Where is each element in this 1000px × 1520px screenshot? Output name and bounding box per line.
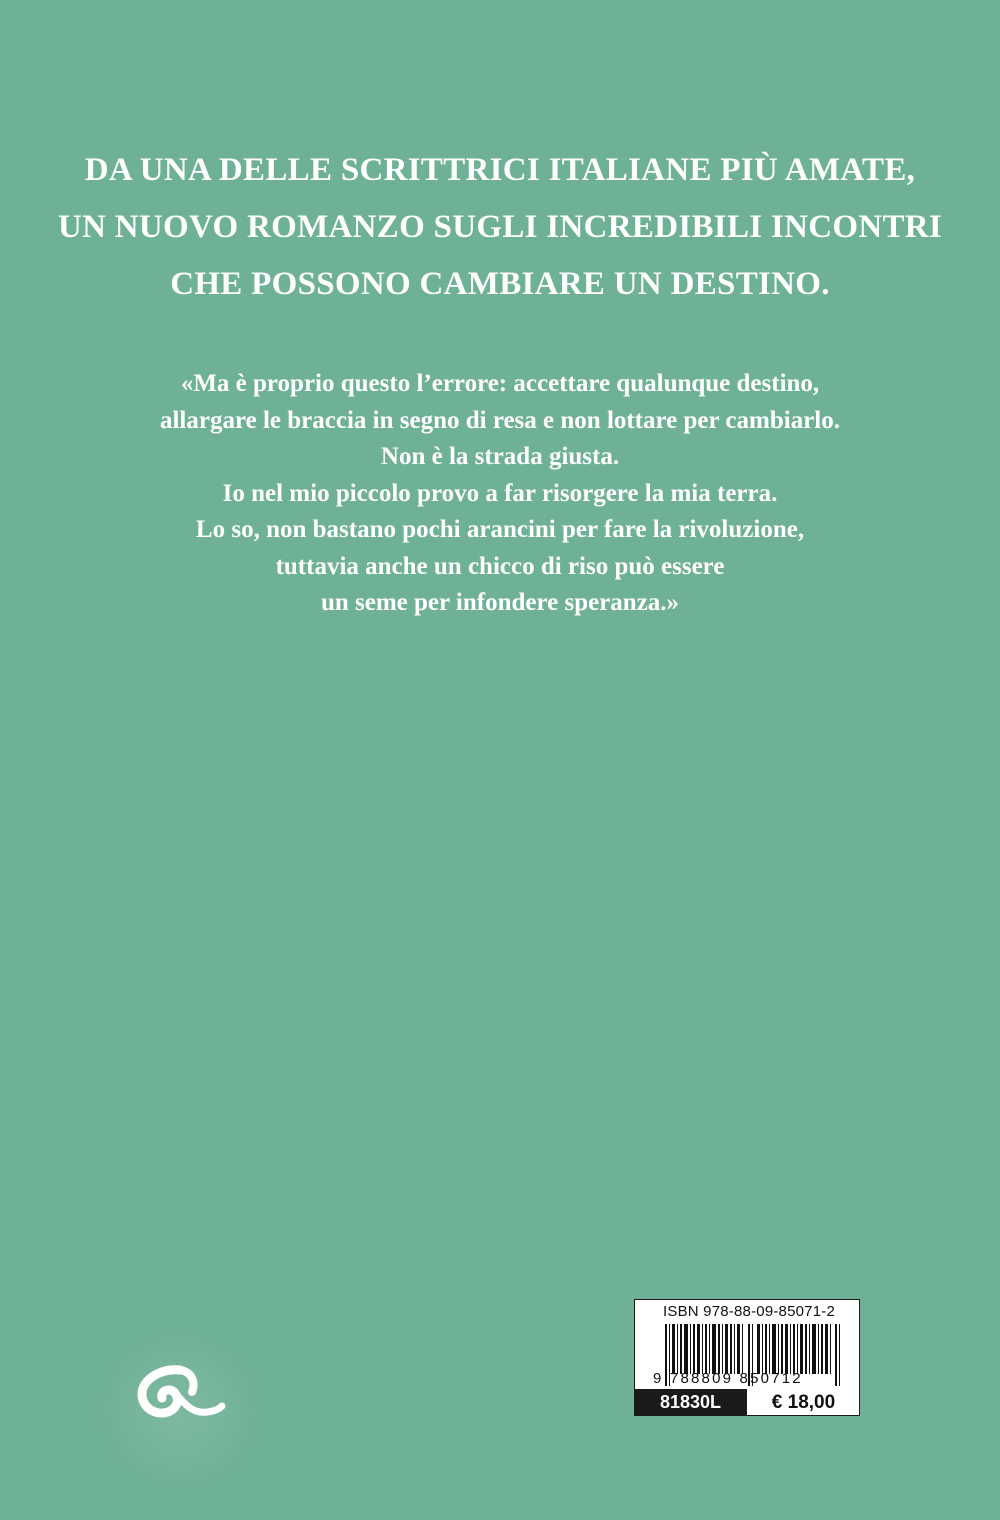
quote-line: Io nel mio piccolo provo a far risorgere la mia terra. (222, 479, 778, 507)
headline-line-3: CHE POSSONO CAMBIARE UN DESTINO. (170, 266, 830, 302)
quote-line: «Ma è proprio questo l’errore: accettare qualunque destino, (180, 370, 820, 397)
headline-line-1: DA UNA DELLE SCRITTRICI ITALIANE PIÙ AMATE, (84, 152, 916, 188)
headline (0, 142, 1000, 313)
quote-line: tuttavia anche un chicco di riso può essere (275, 552, 725, 580)
quote-line: Lo so, non bastano pochi arancini per fare la rivoluzione, (195, 516, 805, 543)
isbn-text: ISBN 978-88-09-85071-2 (663, 1303, 836, 1320)
publisher-logo-icon (134, 1360, 226, 1422)
headline-line-2: UN NUOVO ROMANZO SUGLI INCREDIBILI INCONTRI (57, 209, 943, 245)
barcode-label (634, 1299, 860, 1416)
quote-line: allargare le braccia in segno di resa e non lottare per cambiarlo. (159, 406, 840, 434)
quote-line: Non è la strada giusta. (380, 443, 620, 470)
price: € 18,00 (771, 1392, 836, 1413)
barcode-bottom-row (634, 1389, 860, 1416)
product-code: 81830L (634, 1389, 747, 1416)
quote-block (0, 366, 1000, 622)
barcode-digits: 9 788809 850712 (653, 1370, 803, 1387)
quote-line: un seme per infondere speranza.» (320, 589, 680, 616)
